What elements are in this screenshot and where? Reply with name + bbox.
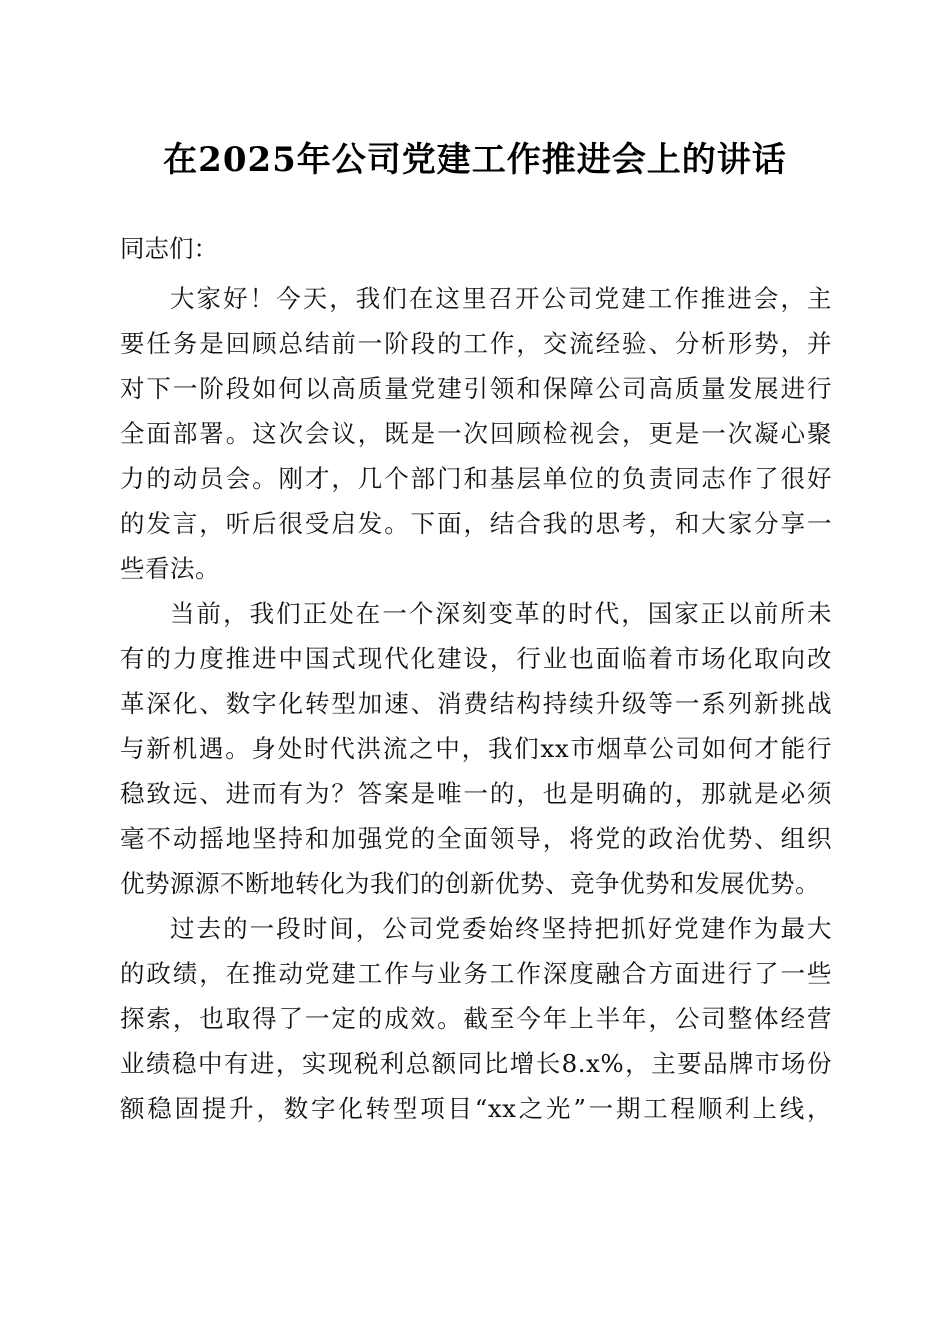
text-line: 与新机遇。身处时代洪流之中，我们xx市烟草公司如何才能行	[120, 734, 832, 763]
text-line: 的政绩，在推动党建工作与业务工作深度融合方面进行了一些	[120, 959, 832, 988]
salutation: 同志们：	[120, 234, 218, 263]
text-line: 稳致远、进而有为？答案是唯一的，也是明确的，那就是必须	[120, 779, 832, 808]
text-line: 额稳固提升，数字化转型项目“xx之光”一期工程顺利上线，	[120, 1094, 832, 1123]
paragraph-achievements	[120, 906, 832, 1131]
document-body	[120, 222, 832, 1131]
text-line: 业绩稳中有进，实现税利总额同比增长8.x%，主要品牌市场份	[120, 1049, 832, 1078]
text-line: 毫不动摇地坚持和加强党的全面领导，将党的政治优势、组织	[120, 824, 832, 853]
text-line: 要任务是回顾总结前一阶段的工作，交流经验、分析形势，并	[120, 329, 832, 358]
text-line: 全面部署。这次会议，既是一次回顾检视会，更是一次凝心聚	[120, 419, 832, 448]
text-line: 当前，我们正处在一个深刻变革的时代，国家正以前所未	[170, 599, 832, 628]
paragraph-opening	[120, 276, 832, 591]
text-line: 的发言，听后很受启发。下面，结合我的思考，和大家分享一	[120, 509, 832, 538]
text-line: 过去的一段时间，公司党委始终坚持把抓好党建作为最大	[170, 914, 832, 943]
document-title: 在2025年公司党建工作推进会上的讲话	[163, 140, 787, 180]
text-line: 革深化、数字化转型加速、消费结构持续升级等一系列新挑战	[120, 689, 832, 718]
paragraph-situation	[120, 591, 832, 906]
text-line: 对下一阶段如何以高质量党建引领和保障公司高质量发展进行	[120, 374, 832, 403]
text-line: 些看法。	[120, 554, 220, 583]
text-line: 力的动员会。刚才，几个部门和基层单位的负责同志作了很好	[120, 464, 832, 493]
text-line: 优势源源不断地转化为我们的创新优势、竞争优势和发展优势。	[120, 869, 820, 898]
text-line: 探索，也取得了一定的成效。截至今年上半年，公司整体经营	[120, 1004, 832, 1033]
text-line: 有的力度推进中国式现代化建设，行业也面临着市场化取向改	[120, 644, 832, 673]
text-line: 大家好！今天，我们在这里召开公司党建工作推进会，主	[170, 284, 832, 313]
